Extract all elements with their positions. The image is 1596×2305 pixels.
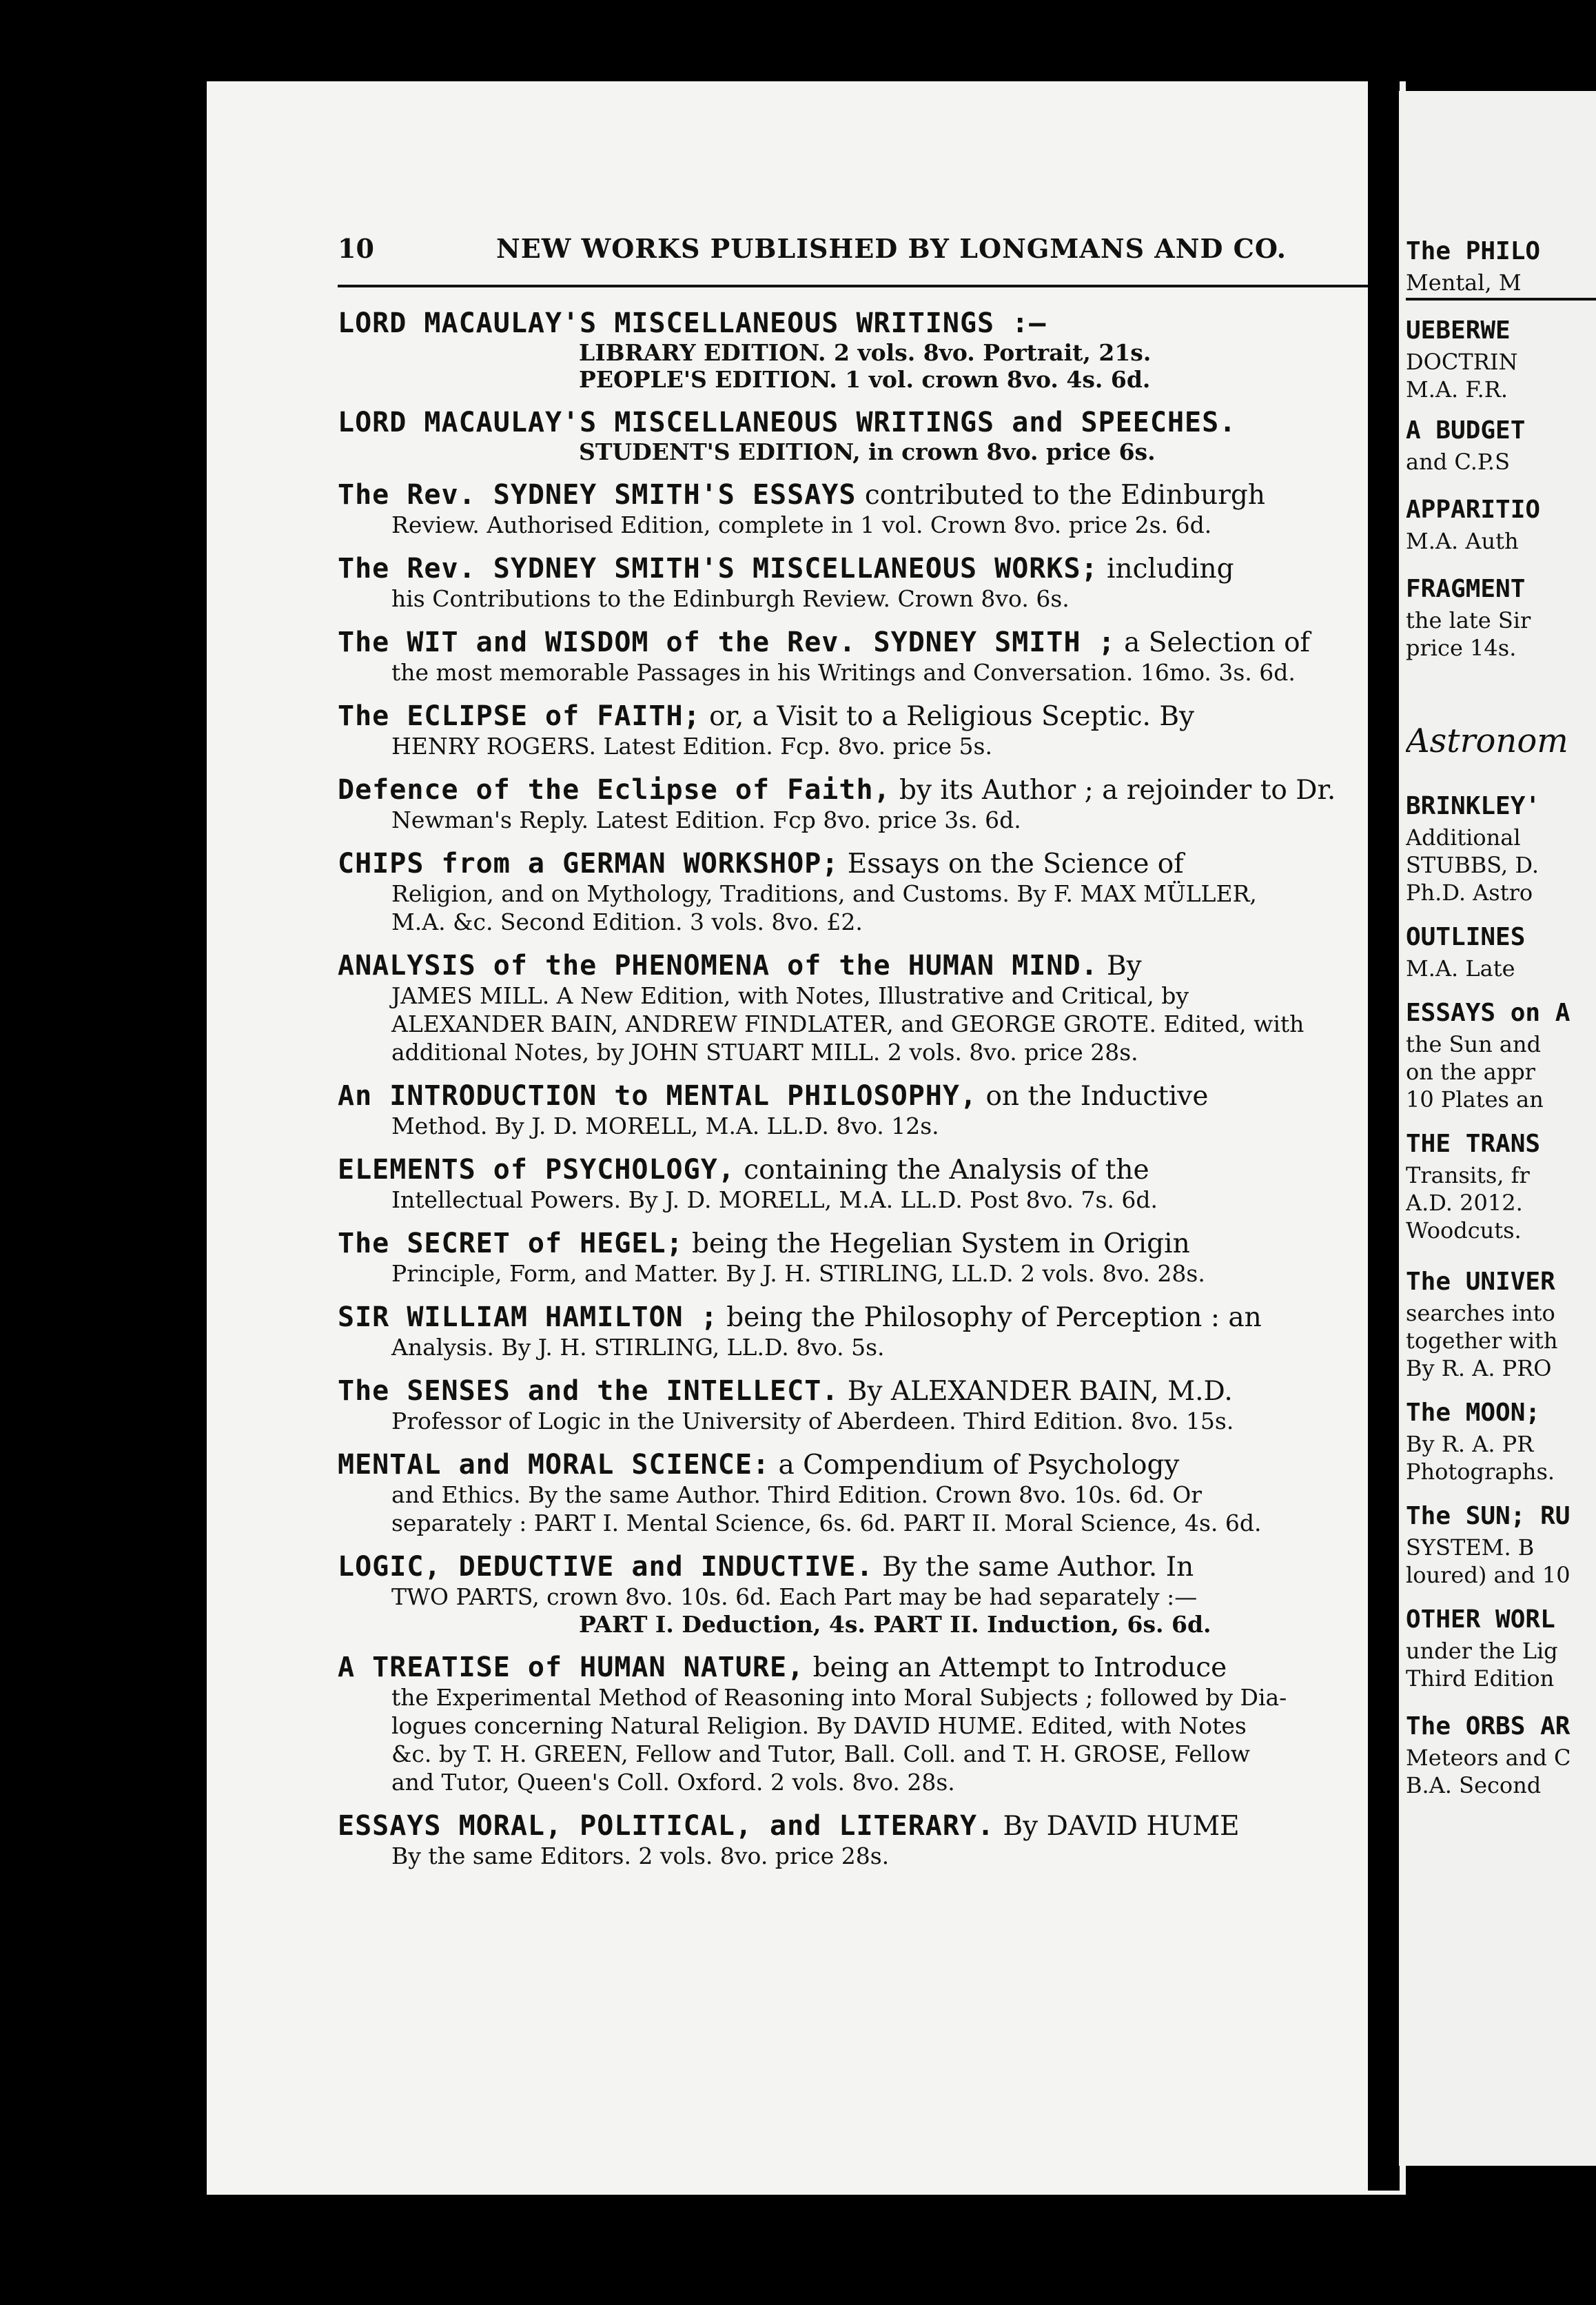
book-entry — [338, 1229, 1392, 1288]
entry-heading — [338, 1552, 1392, 1583]
entry-title: The ECLIPSE of FAITH; — [338, 700, 701, 732]
entry-title: CHIPS from a GERMAN WORKSHOP; — [338, 848, 839, 880]
facing-page-line: and C.P.S — [1406, 449, 1510, 475]
entry-heading — [338, 1303, 1392, 1333]
facing-page-line: the late Sir — [1406, 607, 1531, 633]
book-entry — [338, 951, 1392, 1066]
facing-page-line: Third Edition — [1406, 1665, 1555, 1692]
entry-title: LORD MACAULAY'S MISCELLANEOUS WRITINGS :— — [338, 307, 1047, 339]
entry-detail-line: the Experimental Method of Reasoning into Moral Subjects ; followed by Dia- — [391, 1684, 1287, 1711]
entry-detail-line: Analysis. By J. H. STIRLING, LL.D. 8vo. 5s. — [391, 1334, 885, 1361]
entry-detail-line: STUDENT'S EDITION, in crown 8vo. price 6s. — [579, 438, 1156, 465]
facing-page-line: A.D. 2012. — [1406, 1190, 1523, 1216]
entry-description: being an Attempt to Introduce — [804, 1652, 1227, 1683]
facing-page-line: Astronom — [1406, 727, 1568, 758]
entry-title: ANALYSIS of the PHENOMENA of the HUMAN MIND. — [338, 950, 1098, 982]
facing-page-line: M.A. Late — [1406, 955, 1515, 982]
facing-header-rule — [1406, 298, 1596, 301]
entry-heading — [338, 1653, 1392, 1683]
entry-title: An INTRODUCTION to MENTAL PHILOSOPHY, — [338, 1080, 978, 1112]
entry-title: The Rev. SYDNEY SMITH'S MISCELLANEOUS WORKS; — [338, 553, 1098, 585]
entry-heading — [338, 1155, 1392, 1186]
entry-heading — [338, 1450, 1392, 1481]
book-entry — [338, 1552, 1392, 1638]
facing-page-line: Meteors and C — [1406, 1745, 1571, 1771]
header-rule — [338, 285, 1399, 287]
facing-page-line: OTHER WORL — [1406, 1606, 1555, 1634]
entry-detail-line: Newman's Reply. Latest Edition. Fcp 8vo. price 3s. 6d. — [391, 806, 1021, 833]
entry-detail-line: and Tutor, Queen's Coll. Oxford. 2 vols. 8vo. 28s. — [391, 1769, 955, 1796]
entry-title: LOGIC, DEDUCTIVE and INDUCTIVE. — [338, 1551, 874, 1583]
entry-heading — [338, 775, 1392, 806]
book-entry — [338, 480, 1392, 539]
entry-title: LORD MACAULAY'S MISCELLANEOUS WRITINGS and SPEECHES. — [338, 407, 1237, 438]
facing-page-line: The MOON; — [1406, 1399, 1541, 1427]
entry-detail-line: &c. by T. H. GREEN, Fellow and Tutor, Ball. Coll. and T. H. GROSE, Fellow — [391, 1740, 1250, 1767]
book-entry — [338, 309, 1392, 393]
entry-heading — [338, 480, 1392, 511]
facing-page-line: STUBBS, D. — [1406, 852, 1539, 878]
facing-page-line: Mental, M — [1406, 270, 1522, 296]
entry-description: a Compendium of Psychology — [770, 1450, 1180, 1481]
facing-page-line: DOCTRIN — [1406, 349, 1518, 375]
facing-page-line: APPARITIO — [1406, 496, 1541, 524]
entry-description: by its Author ; a rejoinder to Dr. — [890, 775, 1336, 806]
facing-page-line: M.A. F.R. — [1406, 376, 1508, 403]
facing-page-line: By R. A. PR — [1406, 1431, 1534, 1457]
entry-heading — [338, 1082, 1392, 1112]
entry-heading — [338, 628, 1392, 658]
entry-detail-line: Religion, and on Mythology, Traditions, and Customs. By F. MAX MÜLLER, — [391, 880, 1257, 907]
page-gutter — [1368, 81, 1400, 2191]
book-entry — [338, 775, 1392, 834]
page-number: 10 — [338, 233, 374, 264]
facing-page-line: The ORBS AR — [1406, 1713, 1571, 1740]
entry-description: By ALEXANDER BAIN, M.D. — [839, 1376, 1233, 1407]
entry-detail-line: Principle, Form, and Matter. By J. H. STIRLING, LL.D. 2 vols. 8vo. 28s. — [391, 1260, 1205, 1287]
book-entry — [338, 1155, 1392, 1214]
facing-page-line: By R. A. PRO — [1406, 1355, 1552, 1381]
facing-page-line: The UNIVER — [1406, 1268, 1555, 1296]
entry-detail-line: additional Notes, by JOHN STUART MILL. 2 vols. 8vo. price 28s. — [391, 1039, 1138, 1066]
running-title: NEW WORKS PUBLISHED BY LONGMANS AND CO. — [496, 233, 1287, 264]
entry-title: The Rev. SYDNEY SMITH'S ESSAYS — [338, 479, 857, 511]
entry-heading — [338, 309, 1392, 339]
entry-detail-line: Professor of Logic in the University of Aberdeen. Third Edition. 8vo. 15s. — [391, 1408, 1234, 1434]
facing-page-line: the Sun and — [1406, 1031, 1542, 1057]
entry-detail-line: logues concerning Natural Religion. By DAVID HUME. Edited, with Notes — [391, 1712, 1247, 1739]
book-list — [338, 309, 1392, 1885]
facing-page-line: Transits, fr — [1406, 1162, 1530, 1188]
entry-heading — [338, 702, 1392, 732]
facing-page-line: Photographs. — [1406, 1459, 1555, 1485]
facing-page-line: Additional — [1406, 824, 1521, 851]
entry-heading — [338, 1377, 1392, 1407]
entry-description: By the same Author. In — [873, 1552, 1194, 1583]
entry-description: or, a Visit to a Religious Sceptic. By — [700, 701, 1195, 732]
facing-page-line: The SUN; RU — [1406, 1503, 1571, 1530]
facing-page-line: on the appr — [1406, 1059, 1535, 1085]
entry-description: contributed to the Edinburgh — [856, 480, 1265, 511]
facing-page-line: price 14s. — [1406, 635, 1517, 661]
facing-page — [1399, 91, 1596, 2166]
book-entry — [338, 849, 1392, 936]
book-entry — [338, 408, 1392, 465]
book-entry — [338, 1653, 1392, 1796]
entry-detail-line: By the same Editors. 2 vols. 8vo. price 28s. — [391, 1842, 890, 1869]
entry-title: The SECRET of HEGEL; — [338, 1228, 684, 1259]
book-entry — [338, 1082, 1392, 1140]
entry-title: The SENSES and the INTELLECT. — [338, 1375, 839, 1407]
entry-description: being the Philosophy of Perception : an — [717, 1302, 1262, 1333]
book-entry — [338, 1450, 1392, 1537]
facing-page-line: searches into — [1406, 1300, 1555, 1326]
entry-title: A TREATISE of HUMAN NATURE, — [338, 1652, 805, 1683]
entry-heading — [338, 951, 1392, 982]
entry-title: ELEMENTS of PSYCHOLOGY, — [338, 1154, 735, 1186]
entry-detail-line: Method. By J. D. MORELL, M.A. LL.D. 8vo. 12s. — [391, 1113, 939, 1139]
entry-detail-line: his Contributions to the Edinburgh Review. Crown 8vo. 6s. — [391, 585, 1070, 612]
book-entry — [338, 702, 1392, 760]
entry-detail-line: the most memorable Passages in his Writings and Conversation. 16mo. 3s. 6d. — [391, 659, 1296, 686]
entry-detail-line: separately : PART I. Mental Science, 6s. 6d. PART II. Moral Science, 4s. 6d. — [391, 1510, 1262, 1536]
book-entry — [338, 1377, 1392, 1435]
running-header — [338, 233, 1406, 274]
entry-description: being the Hegelian System in Origin — [683, 1228, 1190, 1259]
facing-page-line: BRINKLEY' — [1406, 793, 1541, 820]
facing-page-line: SYSTEM. B — [1406, 1534, 1535, 1561]
entry-title: MENTAL and MORAL SCIENCE: — [338, 1449, 770, 1481]
entry-detail-line: PEOPLE'S EDITION. 1 vol. crown 8vo. 4s. 6d. — [579, 366, 1151, 393]
facing-page-line: Woodcuts. — [1406, 1217, 1522, 1243]
entry-description: By — [1098, 951, 1142, 982]
book-entry — [338, 1811, 1392, 1870]
entry-description: a Selection of — [1115, 627, 1310, 658]
facing-page-line: A BUDGET — [1406, 417, 1526, 445]
entry-detail-line: ALEXANDER BAIN, ANDREW FINDLATER, and GEORGE GROTE. Edited, with — [391, 1011, 1305, 1037]
entry-title: Defence of the Eclipse of Faith, — [338, 774, 891, 806]
entry-detail-line: JAMES MILL. A New Edition, with Notes, Illustrative and Critical, by — [391, 982, 1189, 1009]
entry-detail-line: TWO PARTS, crown 8vo. 10s. 6d. Each Part may be had separately :— — [391, 1583, 1198, 1610]
facing-page-line: together with — [1406, 1328, 1558, 1354]
facing-page-line: M.A. Auth — [1406, 528, 1519, 554]
entry-heading — [338, 554, 1392, 585]
facing-page-line: under the Lig — [1406, 1638, 1558, 1664]
entry-detail-line: HENRY ROGERS. Latest Edition. Fcp. 8vo. price 5s. — [391, 733, 992, 760]
facing-page-line: The PHILO — [1406, 238, 1541, 265]
entry-description: including — [1098, 554, 1234, 585]
facing-page-line: loured) and 10 — [1406, 1562, 1571, 1588]
entry-detail-line: Review. Authorised Edition, complete in 1 vol. Crown 8vo. price 2s. 6d. — [391, 511, 1212, 538]
entry-heading — [338, 408, 1392, 438]
entry-heading — [338, 1811, 1392, 1842]
entry-heading — [338, 1229, 1392, 1259]
facing-page-line: UEBERWE — [1406, 317, 1511, 345]
facing-page-line: FRAGMENT — [1406, 576, 1526, 603]
entry-title: ESSAYS MORAL, POLITICAL, and LITERARY. — [338, 1810, 995, 1842]
entry-description: containing the Analysis of the — [735, 1155, 1149, 1186]
facing-page-line: OUTLINES — [1406, 924, 1526, 951]
entry-title: SIR WILLIAM HAMILTON ; — [338, 1301, 718, 1333]
book-page — [207, 81, 1406, 2195]
facing-page-line: Ph.D. Astro — [1406, 880, 1533, 906]
entry-description: By DAVID HUME — [994, 1811, 1240, 1842]
book-entry — [338, 628, 1392, 687]
entry-heading — [338, 849, 1392, 880]
facing-page-line: B.A. Second — [1406, 1772, 1542, 1798]
entry-description: Essays on the Science of — [839, 849, 1184, 880]
facing-page-line: 10 Plates an — [1406, 1086, 1544, 1113]
facing-page-line: THE TRANS — [1406, 1130, 1541, 1158]
entry-description: on the Inductive — [977, 1081, 1209, 1112]
book-entry — [338, 1303, 1392, 1361]
facing-page-line: ESSAYS on A — [1406, 999, 1571, 1027]
entry-detail-line: Intellectual Powers. By J. D. MORELL, M.A. LL.D. Post 8vo. 7s. 6d. — [391, 1186, 1158, 1213]
entry-detail-line: and Ethics. By the same Author. Third Edition. Crown 8vo. 10s. 6d. Or — [391, 1481, 1203, 1508]
entry-detail-line: LIBRARY EDITION. 2 vols. 8vo. Portrait, 21s. — [579, 339, 1152, 366]
entry-detail-line: M.A. &c. Second Edition. 3 vols. 8vo. £2. — [391, 908, 863, 935]
book-entry — [338, 554, 1392, 613]
entry-detail-line: PART I. Deduction, 4s. PART II. Induction, 6s. 6d. — [579, 1611, 1211, 1638]
entry-title: The WIT and WISDOM of the Rev. SYDNEY SMITH ; — [338, 627, 1116, 658]
